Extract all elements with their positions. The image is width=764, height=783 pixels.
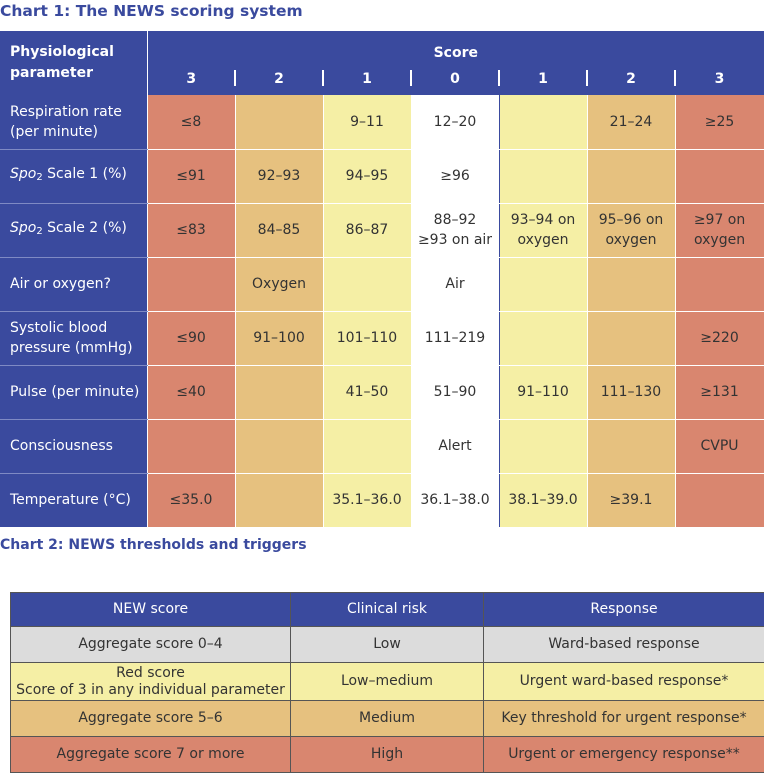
table-row [11,663,764,701]
score-cell: 92–93 [235,149,323,203]
score-header: Score [147,31,764,63]
news-thresholds-table [10,592,764,773]
param-line2: (per minute) [10,123,99,140]
score-cell [235,95,323,149]
score-cell: ≤91 [147,149,235,203]
score-col-header: 2 [587,63,675,95]
score-cell: 35.1–36.0 [323,473,411,527]
param-air-or-oxygen [0,257,147,311]
param-line1: Consciousness [10,438,113,454]
param-systolic-bp [0,311,147,365]
score-cell: CVPU [675,419,764,473]
col-header-response: Response [484,593,764,627]
score-cell: ≤83 [147,203,235,257]
table-row [0,203,764,257]
score-cell: 88–92 ≥93 on air [411,203,499,257]
param-subscript: 2 [36,172,43,183]
score-cell [587,419,675,473]
score-cell: 93–94 on oxygen [499,203,587,257]
score-cell: 101–110 [323,311,411,365]
score-cell [235,473,323,527]
score-cell [499,95,587,149]
score-cell: 84–85 [235,203,323,257]
param-suffix: Scale 1 (%) [42,166,127,182]
response-cell: Urgent or emergency response** [484,737,764,773]
score-cell: ≤90 [147,311,235,365]
score-cell [499,419,587,473]
score-cell: 111–219 [411,311,499,365]
table-row [0,257,764,311]
score-col-header: 1 [499,63,587,95]
score-cell: 91–100 [235,311,323,365]
chart1-title: Chart 1: The NEWS scoring system [0,2,303,20]
table-row [0,473,764,527]
score-cell: 9–11 [323,95,411,149]
clinical-risk-cell: Medium [291,701,484,737]
news-scoring-table [0,31,764,528]
new-score-cell: Aggregate score 0–4 [11,627,291,663]
score-cell: ≥25 [675,95,764,149]
response-cell: Key threshold for urgent response* [484,701,764,737]
table-row [11,701,764,737]
score-cell: 36.1–38.0 [411,473,499,527]
param-consciousness [0,419,147,473]
new-score-cell: Aggregate score 5–6 [11,701,291,737]
score-cell: Air [411,257,499,311]
param-line1: Air or oxygen? [10,276,111,292]
score-cell: ≥97 on oxygen [675,203,764,257]
param-header-line2: parameter [10,65,93,81]
score-cell [587,311,675,365]
response-cell: Ward-based response [484,627,764,663]
score-cell [499,149,587,203]
score-cell [235,419,323,473]
param-pulse [0,365,147,419]
col-header-clinical-risk: Clinical risk [291,593,484,627]
score-cell: ≥220 [675,311,764,365]
score-cell [235,365,323,419]
score-cell [675,149,764,203]
param-header-line1: Physiological [10,44,114,60]
score-cell [323,419,411,473]
table-row [0,365,764,419]
param-subscript: 2 [36,226,43,237]
score-cell: 86–87 [323,203,411,257]
score-cell [147,419,235,473]
new-score-cell: Aggregate score 7 or more [11,737,291,773]
new-score-cell [11,663,291,701]
score-cell: 41–50 [323,365,411,419]
score-cell [147,257,235,311]
score-cell: ≥39.1 [587,473,675,527]
score-cell: 12–20 [411,95,499,149]
param-line1: Pulse (per minute) [10,384,140,400]
table-row [0,149,764,203]
param-prefix: Spo [10,220,37,236]
parameter-column-header [0,31,147,95]
score-cell: 51–90 [411,365,499,419]
chart2-title: Chart 2: NEWS thresholds and triggers [0,537,307,553]
table-row [0,95,764,149]
col-header-new-score: NEW score [11,593,291,627]
table-row [11,737,764,773]
score-cell: ≤35.0 [147,473,235,527]
param-suffix: Scale 2 (%) [42,220,127,236]
score-cell: 91–110 [499,365,587,419]
score-col-header: 3 [675,63,764,95]
score-cell: ≤40 [147,365,235,419]
score-col-header: 0 [411,63,499,95]
table-row [0,311,764,365]
score-cell: ≤8 [147,95,235,149]
score-col-header: 1 [323,63,411,95]
param-prefix: Spo [10,166,37,182]
score-cell: 111–130 [587,365,675,419]
score-col-header: 3 [147,63,235,95]
score-cell: ≥96 [411,149,499,203]
score-cell [499,311,587,365]
score-cell [675,473,764,527]
table-row [0,419,764,473]
param-line2: pressure (mmHg) [10,340,133,356]
score-col-header: 2 [235,63,323,95]
clinical-risk-cell: Low–medium [291,663,484,701]
score-cell: 21–24 [587,95,675,149]
clinical-risk-cell: Low [291,627,484,663]
param-line1: Respiration rate [10,103,122,120]
param-line1: Systolic blood [10,320,108,336]
score-cell [587,149,675,203]
table-row [11,627,764,663]
score-cell: 95–96 on oxygen [587,203,675,257]
clinical-risk-cell: High [291,737,484,773]
param-spo2-scale-2 [0,203,147,257]
param-temperature [0,473,147,527]
score-cell: ≥131 [675,365,764,419]
score-cell [499,257,587,311]
score-cell: Oxygen [235,257,323,311]
score-line2: Score of 3 in any individual parameter [16,681,285,698]
score-cell: 38.1–39.0 [499,473,587,527]
param-spo2-scale-1 [0,149,147,203]
score-line1: Red score [116,664,185,681]
score-cell [587,257,675,311]
score-cell [323,257,411,311]
score-cell: 94–95 [323,149,411,203]
score-cell: Alert [411,419,499,473]
param-line1: Temperature (°C) [10,492,131,509]
param-respiration-rate [0,95,147,149]
score-cell [675,257,764,311]
response-cell: Urgent ward-based response* [484,663,764,701]
